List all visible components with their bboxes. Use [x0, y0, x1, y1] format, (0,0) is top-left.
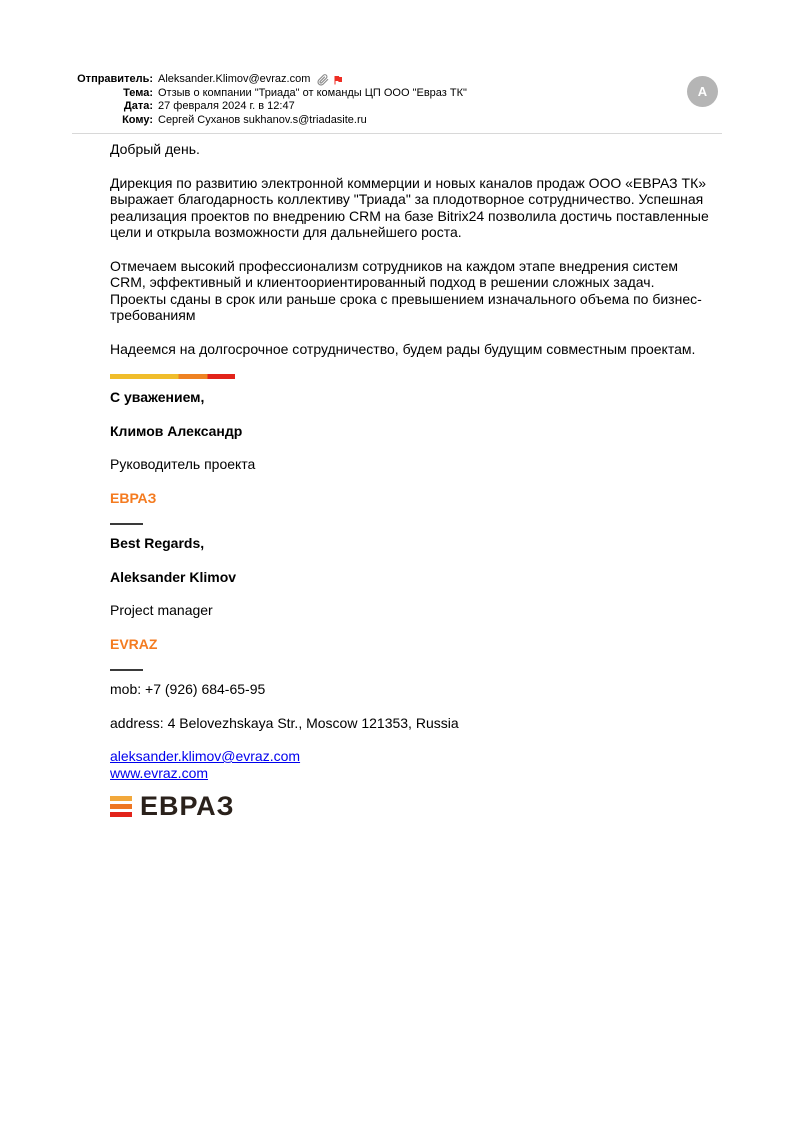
header-row-recipient: [72, 114, 722, 128]
sender-label: Отправитель:: [77, 73, 153, 85]
evraz-logo-wordmark: ЕВРАЗ: [140, 791, 235, 821]
paperclip-icon: [317, 74, 329, 86]
signature-title-ru: Руководитель проекта: [110, 456, 256, 472]
body-paragraph: Дирекция по развитию электронной коммерции и новых каналов продаж ООО «ЕВРАЗ ТК» выражает благодарность коллективу "Триада" за плодотворное сотрудничество. Успешная реализация проектов по внедрению CRM на базе Bitrix24 позволила достичь поставленные цели и открыла возможности для дальнейшего роста.: [110, 174, 709, 240]
body-paragraph: Добрый день.: [110, 141, 200, 157]
evraz-logo-bars-icon: [110, 796, 132, 817]
signature-divider: [110, 523, 143, 525]
body-paragraph: Отмечаем высокий профессионализм сотрудников на каждом этапе внедрения систем CRM, эффективный и клиентоориентированный подход в решении сложных задач. Проекты сданы в срок или раньше срока с превышением изначального объема по бизнес-требованиям: [110, 257, 702, 323]
signature-block: [110, 374, 714, 819]
avatar: [687, 76, 718, 107]
sender-address[interactable]: Aleksander.Klimov@evraz.com: [158, 73, 311, 85]
signature-name-en: Aleksander Klimov: [110, 568, 237, 585]
signature-mobile: mob: +7 (926) 684-65-95: [110, 681, 266, 697]
body-paragraph: Надеемся на долгосрочное сотрудничество, будем рады будущим совместным проектам.: [110, 340, 696, 357]
signature-title-en: Project manager: [110, 602, 213, 618]
header-row-subject: [72, 87, 722, 101]
header-divider: [72, 133, 722, 134]
recipient-label: Кому:: [122, 113, 153, 126]
header-row-sender: [72, 73, 722, 87]
signature-color-stripe: [110, 374, 235, 379]
date-label: Дата:: [123, 100, 153, 112]
subject-value: Отзыв о компании "Триада" от команды ЦП ООО "Евраз ТК": [158, 86, 467, 99]
signature-name-ru: Климов Александр: [110, 422, 243, 439]
email-body: [110, 141, 714, 819]
signature-closing-en: Best Regards,: [110, 535, 205, 551]
evraz-logo: [110, 793, 714, 819]
signature-divider: [110, 669, 143, 671]
header-row-date: [72, 100, 722, 114]
signature-email-link[interactable]: aleksander.klimov@evraz.com: [110, 748, 301, 764]
subject-label: Тема:: [123, 86, 153, 99]
email-header: [72, 73, 722, 127]
signature-company-en: EVRAZ: [110, 635, 158, 652]
signature-address: address: 4 Belovezhskaya Str., Moscow 121353, Russia: [110, 714, 459, 731]
recipient-value[interactable]: Сергей Суханов sukhanov.s@triadasite.ru: [158, 113, 367, 126]
signature-company-ru: ЕВРАЗ: [110, 489, 157, 506]
flag-icon: [332, 74, 344, 86]
date-value: 27 февраля 2024 г. в 12:47: [158, 100, 295, 112]
signature-website-link[interactable]: www.evraz.com: [110, 764, 209, 781]
avatar-letter: A: [697, 84, 708, 99]
signature-closing-ru: С уважением,: [110, 389, 205, 405]
